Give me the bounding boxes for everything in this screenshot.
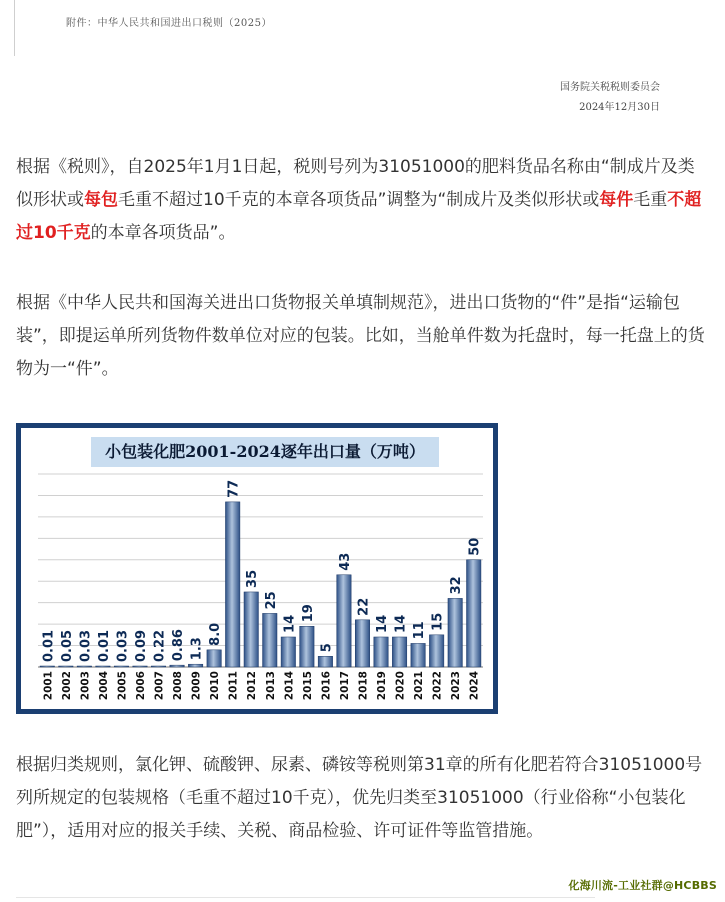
watermark: 化海川流-工业社群@HCBBS: [568, 879, 717, 892]
tick-label-2021: 2021: [413, 671, 426, 701]
value-label-2016: 5: [319, 643, 335, 653]
tick-label-2006: 2006: [134, 671, 147, 701]
bar-2023: [448, 598, 462, 667]
bar-2015: [300, 626, 314, 667]
tick-label-2017: 2017: [338, 671, 351, 701]
bar-2014: [281, 637, 295, 667]
value-label-2008: 0.86: [171, 629, 187, 662]
bar-2008: [170, 665, 184, 667]
tick-label-2011: 2011: [227, 671, 240, 701]
tick-label-2001: 2001: [42, 671, 55, 701]
tick-label-2008: 2008: [172, 671, 185, 701]
tick-label-2019: 2019: [376, 671, 389, 701]
bar-2019: [374, 637, 388, 667]
tick-label-2010: 2010: [209, 671, 222, 701]
bar-2003: [77, 666, 91, 667]
tick-label-2004: 2004: [97, 671, 110, 701]
document-header: [0, 0, 725, 130]
highlight-weight-limit: 不超过10千克: [16, 190, 702, 243]
chart-plot-area: [21, 428, 493, 709]
value-label-2013: 25: [263, 591, 279, 610]
attachment-line: 附件：中华人民共和国进出口税则（2025）: [66, 18, 272, 29]
value-label-2023: 32: [449, 576, 465, 595]
value-label-2007: 0.22: [152, 629, 168, 662]
tick-label-2018: 2018: [357, 671, 370, 701]
value-label-2002: 0.05: [59, 629, 75, 662]
bar-2016: [318, 656, 332, 667]
bar-2022: [429, 635, 443, 667]
bar-2013: [263, 613, 277, 667]
chart-svg: [21, 428, 493, 709]
bar-2009: [188, 664, 202, 667]
tick-label-2002: 2002: [60, 671, 73, 701]
paragraph-piece-definition: 根据《中华人民共和国海关进出口货物报关单填制规范》，进出口货物的“件”是指“运输包装”，即提运单所列货物件数单位对应的包装。比如，当舱单件数为托盘时，每一托盘上的货物为一“件”。: [16, 293, 705, 379]
tick-label-2012: 2012: [246, 671, 259, 701]
tick-label-2005: 2005: [116, 671, 129, 701]
bar-2004: [96, 666, 110, 667]
highlight-per-package: 每包: [84, 190, 118, 210]
export-volume-chart: [16, 423, 498, 714]
bar-2002: [59, 666, 73, 667]
value-label-2018: 22: [356, 597, 372, 616]
value-label-2010: 8.0: [208, 622, 224, 646]
value-label-2020: 14: [393, 614, 409, 633]
tick-label-2023: 2023: [450, 671, 463, 701]
tick-label-2009: 2009: [190, 671, 203, 701]
publication-date: 2024年12月30日: [579, 102, 660, 113]
bar-2001: [40, 666, 54, 667]
tick-label-2013: 2013: [264, 671, 277, 701]
tick-label-2020: 2020: [394, 671, 407, 701]
value-label-2001: 0.01: [41, 629, 57, 662]
value-label-2024: 50: [467, 537, 483, 556]
value-label-2006: 0.09: [133, 629, 149, 662]
value-label-2005: 0.03: [115, 629, 131, 662]
tick-label-2016: 2016: [320, 671, 333, 701]
bar-2010: [207, 650, 221, 667]
chart-title: 小包装化肥2001-2024逐年出口量（万吨）: [91, 437, 439, 467]
tick-label-2014: 2014: [283, 671, 296, 701]
highlight-per-piece: 每件: [599, 190, 634, 210]
value-label-2012: 35: [245, 569, 261, 588]
bar-2005: [114, 666, 128, 667]
value-label-2014: 14: [282, 614, 298, 633]
value-label-2021: 11: [412, 621, 428, 640]
value-label-2004: 0.01: [96, 629, 112, 662]
p1-text-2: 毛重不超过10千克的本章各项货品”调整为“制成片及类似形状或: [118, 190, 600, 210]
bar-2020: [392, 637, 406, 667]
tick-label-2024: 2024: [468, 671, 481, 701]
value-label-2003: 0.03: [78, 629, 94, 662]
tick-label-2015: 2015: [301, 671, 314, 701]
value-label-2011: 77: [226, 479, 242, 498]
tick-label-2003: 2003: [79, 671, 92, 701]
tick-label-2022: 2022: [431, 671, 444, 701]
value-label-2022: 15: [430, 612, 446, 631]
tick-label-2007: 2007: [153, 671, 166, 701]
bar-2006: [133, 666, 147, 667]
bottom-divider: [16, 897, 595, 898]
bar-2017: [337, 575, 351, 667]
value-label-2015: 19: [300, 604, 316, 623]
margin-rule: [14, 0, 15, 56]
bar-2011: [225, 502, 239, 667]
paragraph-classification-rule: 根据归类规则，氯化钾、硫酸钾、尿素、磷铵等税则第31章的所有化肥若符合31051000号列所规定的包装规格（毛重不超过10千克），优先归类至31051000（行业俗称“小包装化肥”），适用对应的报关手续、关税、商品检验、许可证件等监管措施。: [16, 755, 703, 841]
bar-2018: [355, 620, 369, 667]
bar-2007: [151, 666, 165, 667]
bar-2021: [411, 643, 425, 667]
value-label-2019: 14: [375, 614, 391, 633]
value-label-2009: 1.3: [189, 637, 205, 661]
bar-2024: [466, 560, 480, 667]
p1-text-1: 根据《税则》，自2025年1月1日起，税则号列为31051000的肥料货品名称由“制成片及类似形状或: [16, 157, 695, 210]
bar-2012: [244, 592, 258, 667]
value-label-2017: 43: [337, 552, 353, 571]
issuing-committee: 国务院关税税则委员会: [560, 82, 660, 93]
paragraph-tariff-change: [16, 151, 706, 250]
p1-text-3: 毛重: [633, 190, 668, 210]
p1-text-4: 的本章各项货品”。: [90, 223, 236, 243]
